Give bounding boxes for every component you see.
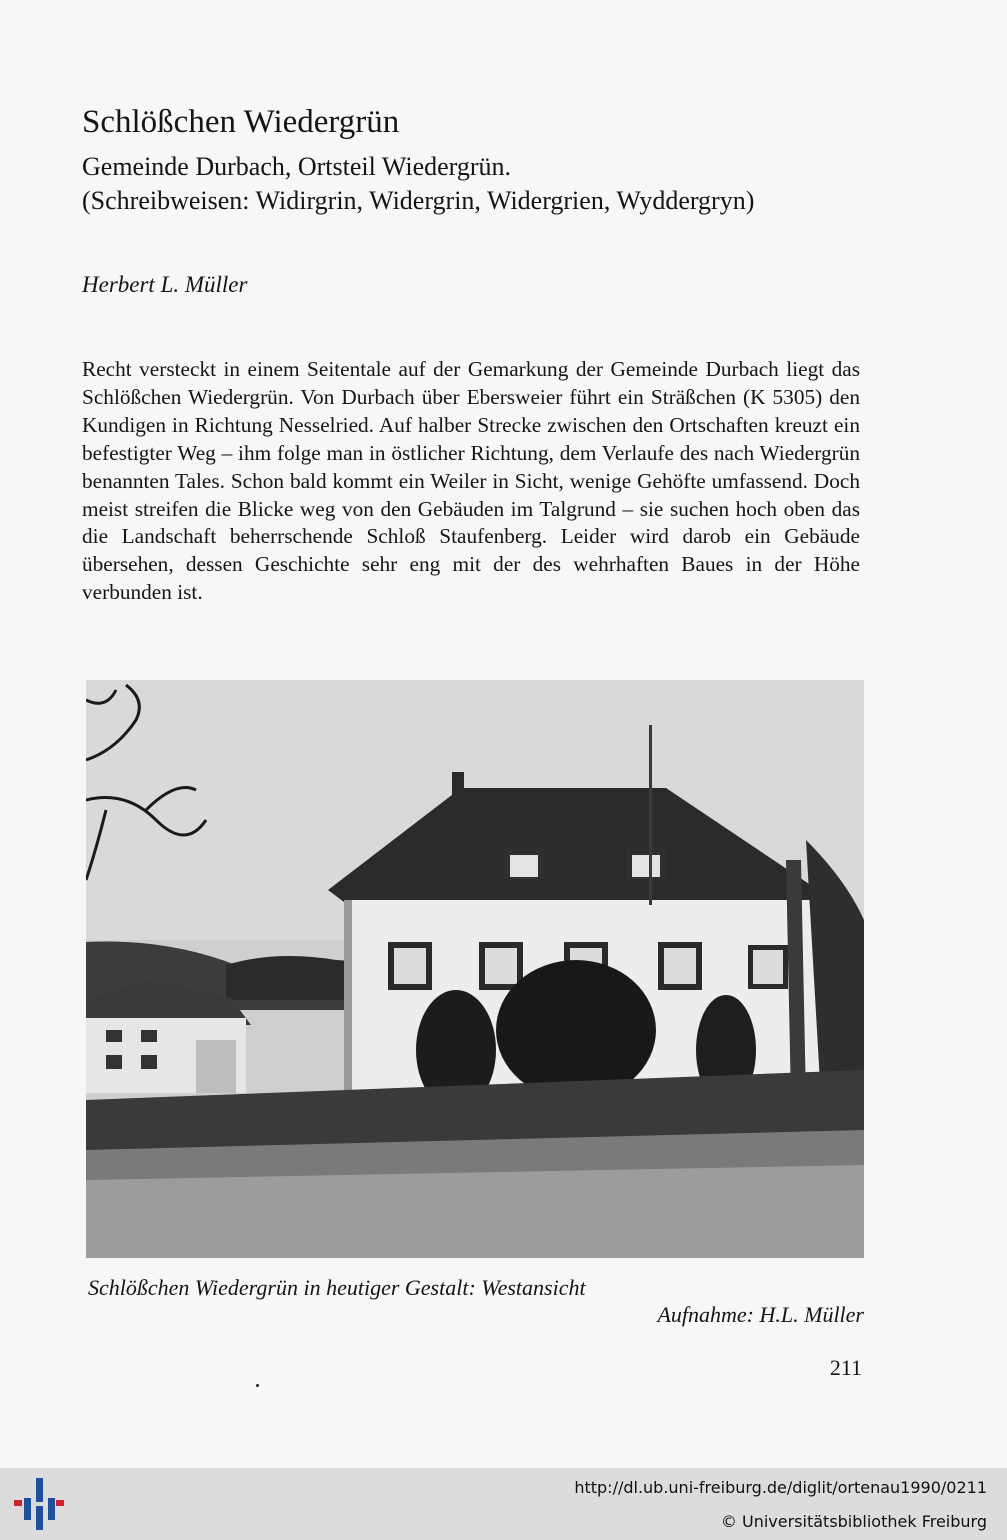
subtitle-line-1: Gemeinde Durbach, Ortsteil Wiedergrün. — [82, 152, 512, 181]
digitization-url-link[interactable]: http://dl.ub.uni-freiburg.de/diglit/ortenau1990/0211 — [574, 1478, 987, 1497]
subtitle-line-2: (Schreibweisen: Widirgrin, Widergrin, Widergrien, Wyddergryn) — [82, 186, 755, 215]
article-title: Schlößchen Wiedergrün — [82, 104, 400, 140]
print-speck — [256, 1384, 259, 1387]
castle-photo-drawing — [86, 680, 864, 1258]
body-paragraph: Recht versteckt in einem Seitentale auf der Gemarkung der Gemeinde Durbach liegt das Schlößchen Wiedergrün. Von Durbach über Ebersweier führt ein Sträßchen (K 5305) den Kundigen in Richtung Nesselried. Auf halber Strecke zwischen den Ortschaften kreuzt ein befestigter Weg – ihm folge man in östlicher Richtung, dem Verlaufe des nach Wiedergrün benannten Tales. Schon bald kommt ein Weiler in Sicht, wenige Gehöfte umfassend. Doch meist streifen die Blicke weg von den Gebäuden im Talgrund – sie suchen hoch oben das die Landschaft beherrschende Schloß Staufenberg. Leider wird darob ein Gebäude übersehen, dessen Geschichte sehr eng mit der des wehrhaften Baues in der Höhe verbunden ist. — [82, 357, 860, 605]
castle-photo — [86, 680, 864, 1258]
library-footer — [0, 1468, 1007, 1540]
copyright-notice: © Universitätsbibliothek Freiburg — [720, 1512, 987, 1531]
library-logo-icon — [14, 1476, 64, 1532]
page-number: 211 — [829, 1355, 862, 1380]
author-name: Herbert L. Müller — [82, 272, 248, 297]
figure-caption: Schlößchen Wiedergrün in heutiger Gestalt: Westansicht — [88, 1275, 586, 1300]
photo-credit: Aufnahme: H.L. Müller — [657, 1302, 864, 1327]
article-subtitle — [82, 150, 754, 218]
